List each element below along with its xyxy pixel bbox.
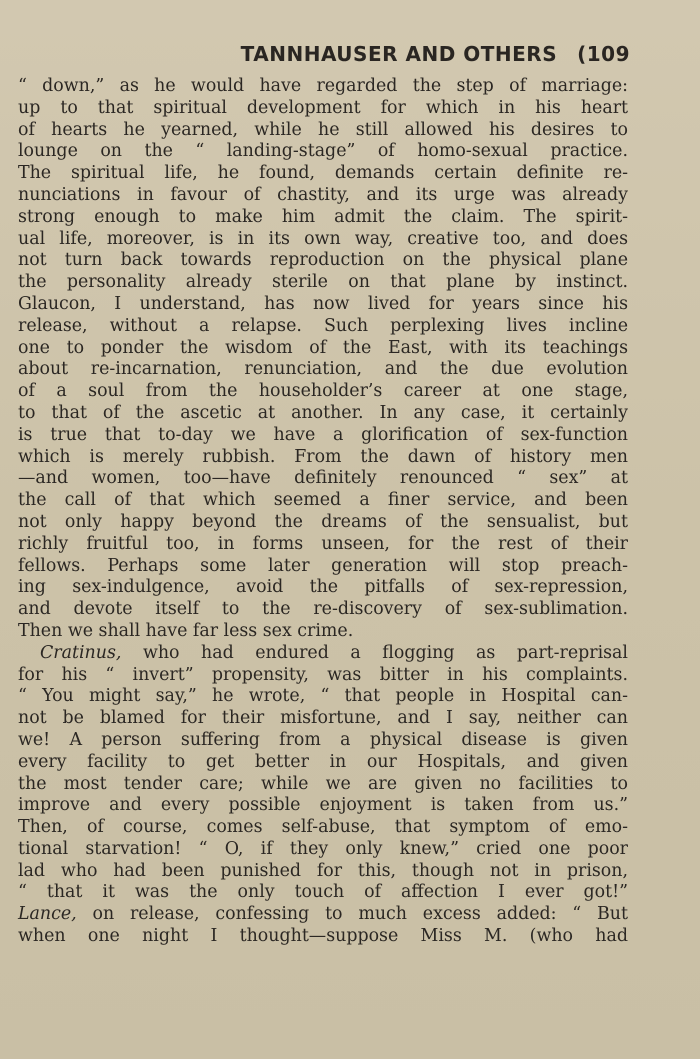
- text-line: richly fruitful too, in forms unseen, for the rest of their: [18, 533, 628, 554]
- text-line: up to that spiritual development for which in his heart: [18, 97, 628, 118]
- text-line: Then we shall have far less sex crime.: [18, 620, 354, 641]
- text-line: the most tender care; while we are given no facilities to: [18, 773, 628, 794]
- text-line: fellows. Perhaps some later generation will stop preach-: [18, 555, 628, 576]
- text-line: The spiritual life, he found, demands certain definite re-: [18, 163, 628, 184]
- text-line: to that of the ascetic at another. In any case, it certainly: [18, 402, 628, 423]
- running-head: [241, 42, 630, 66]
- text-line: “ that it was the only touch of affection I ever got!”: [18, 882, 628, 903]
- text-line: “ down,” as he would have regarded the step of marriage:: [18, 76, 628, 96]
- text-line: the personality already sterile on that plane by instinct.: [18, 272, 628, 293]
- text-line: about re-incarnation, renunciation, and the due evolution: [18, 359, 628, 380]
- chapter-title: TANNHAUSER AND OTHERS: [240, 42, 558, 66]
- text-line: and devote itself to the re-discovery of sex-sublimation.: [18, 599, 628, 620]
- text-line: not only happy beyond the dreams of the sensualist, but: [18, 511, 628, 532]
- text-line: the call of that which seemed a finer service, and been: [18, 490, 628, 511]
- text-line: which is merely rubbish. From the dawn of history men: [18, 446, 628, 467]
- text-line: improve and every possible enjoyment is taken from us.”: [18, 795, 628, 816]
- text-line: Then, of course, comes self-abuse, that symptom of emo-: [18, 817, 628, 838]
- text-line: is true that to-day we have a glorification of sex-function: [18, 424, 628, 445]
- text-line: every facility to get better in our Hospitals, and given: [18, 751, 628, 772]
- text-line: —and women, too—have definitely renounced “ sex” at: [18, 468, 628, 489]
- text-line: Glaucon, I understand, has now lived for years since his: [18, 293, 628, 314]
- text-line: not be blamed for their misfortune, and I say, neither can: [18, 708, 628, 729]
- text-line: not turn back towards reproduction on the physical plane: [18, 250, 628, 271]
- text-line: of hearts he yearned, while he still allowed his desires to: [18, 119, 628, 140]
- text-line: one to ponder the wisdom of the East, with its teachings: [18, 337, 628, 358]
- text-line: when one night I thought—suppose Miss M. (who had: [18, 926, 628, 947]
- text-line: release, without a relapse. Such perplexing lives incline: [18, 315, 628, 336]
- text-line: for his “ invert” propensity, was bitter in his complaints.: [18, 664, 628, 685]
- text-line: ing sex-indulgence, avoid the pitfalls of sex-repression,: [18, 577, 628, 598]
- text-line: of a soul from the householder’s career at one stage,: [18, 381, 628, 402]
- paragraph-start-line: [18, 643, 628, 665]
- text-line: nunciations in favour of chastity, and its urge was already: [18, 184, 628, 205]
- text-line: we! A person suffering from a physical disease is given: [18, 729, 628, 750]
- text-line: lounge on the “ landing-stage” of homo-sexual practice.: [18, 141, 628, 162]
- text-line: ual life, moreover, is in its own way, creative too, and does: [18, 228, 628, 249]
- text-line: lad who had been punished for this, though not in prison,: [18, 860, 628, 881]
- name-cratinus: Cratinus,: [40, 642, 122, 663]
- text-line: strong enough to make him admit the claim. The spirit-: [18, 206, 628, 227]
- text-line: [18, 904, 628, 926]
- text-line: “ You might say,” he wrote, “ that people in Hospital can-: [18, 686, 628, 707]
- name-lance: Lance,: [18, 904, 77, 925]
- text-fragment: who had endured a flogging as part-reprisal: [121, 642, 628, 663]
- text-line: tional starvation! “ O, if they only knew,” cried one poor: [18, 838, 628, 859]
- text-fragment: on release, confessing to much excess added: “ But: [76, 904, 628, 925]
- body-text: [18, 76, 628, 948]
- page-number: (109: [577, 42, 630, 66]
